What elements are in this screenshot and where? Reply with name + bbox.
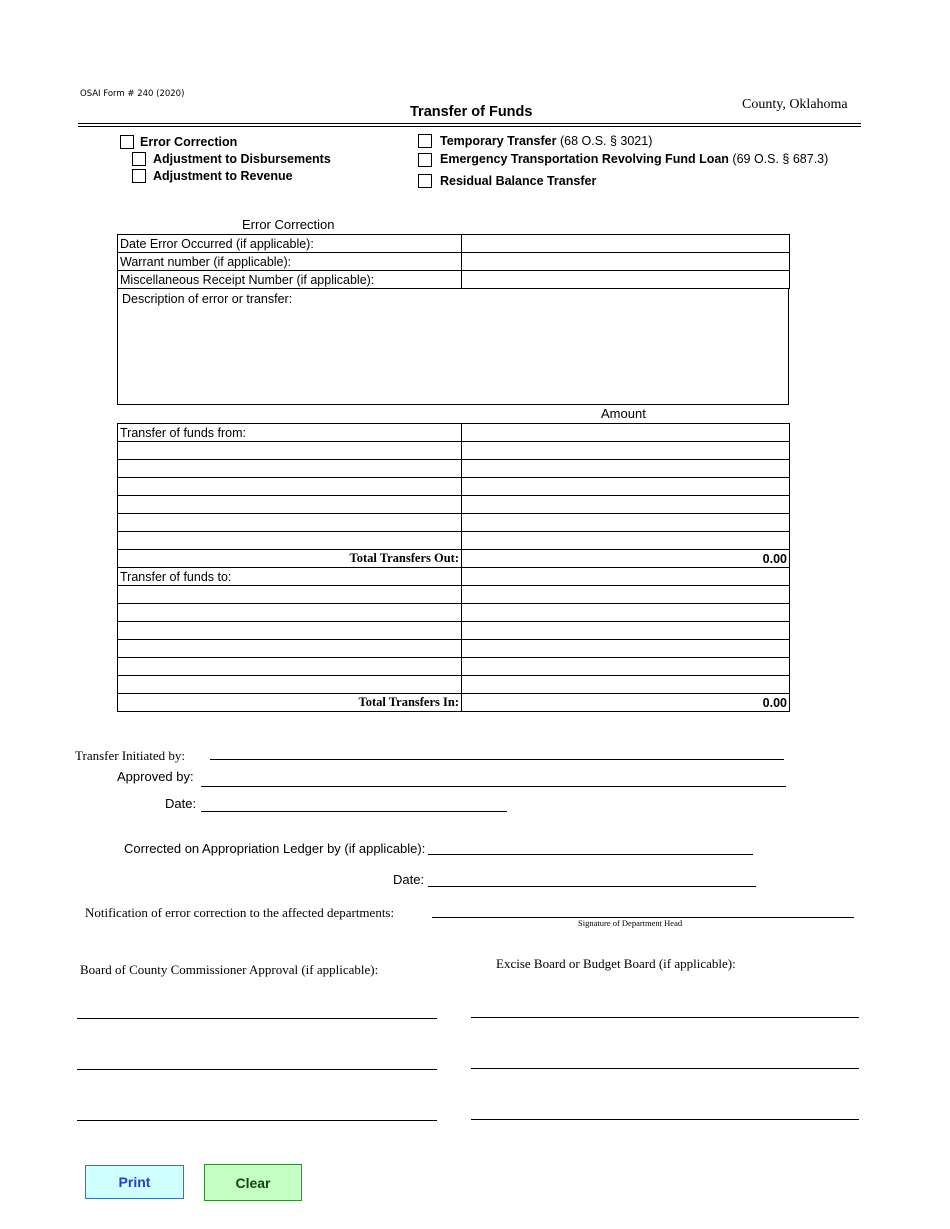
table-row (118, 640, 790, 658)
fund-to-cell[interactable] (118, 622, 462, 640)
amount-cell[interactable] (462, 478, 790, 496)
temporary-transfer-checkbox[interactable] (418, 134, 432, 148)
table-row (118, 496, 790, 514)
amount-cell[interactable] (462, 424, 790, 442)
amount-cell[interactable] (462, 676, 790, 694)
table-row (118, 460, 790, 478)
description-label: Description of error or transfer: (122, 292, 293, 306)
amount-cell[interactable] (462, 514, 790, 532)
header-rule-top (78, 123, 861, 124)
fund-to-cell[interactable] (118, 658, 462, 676)
header-rule-bottom (78, 126, 861, 127)
board-signature-line-2[interactable] (77, 1069, 437, 1070)
transfer-from-label: Transfer of funds from: (118, 424, 462, 442)
fund-from-cell[interactable] (118, 514, 462, 532)
fund-to-cell[interactable] (118, 586, 462, 604)
fund-from-cell[interactable] (118, 532, 462, 550)
total-in-label: Total Transfers In: (118, 694, 462, 712)
date-field[interactable] (201, 811, 507, 812)
total-in-value: 0.00 (462, 694, 790, 712)
total-out-label: Total Transfers Out: (118, 550, 462, 568)
error-correction-table (117, 234, 790, 289)
transfer-to-label: Transfer of funds to: (118, 568, 462, 586)
amount-cell[interactable] (462, 604, 790, 622)
adjustment-disbursements-checkbox[interactable] (132, 152, 146, 166)
table-row (118, 253, 790, 271)
date-error-label: Date Error Occurred (if applicable): (118, 235, 462, 253)
warrant-number-label: Warrant number (if applicable): (118, 253, 462, 271)
receipt-number-field[interactable] (462, 271, 790, 289)
error-correction-label: Error Correction (140, 135, 238, 149)
board-signature-line-1[interactable] (77, 1018, 437, 1019)
page-title: Transfer of Funds (410, 104, 533, 120)
description-field[interactable] (117, 288, 789, 405)
notification-label: Notification of error correction to the affected departments: (85, 905, 395, 920)
date2-field[interactable] (428, 886, 756, 887)
signature-caption: Signature of Department Head (578, 918, 683, 928)
date-error-field[interactable] (462, 235, 790, 253)
table-row (118, 514, 790, 532)
approved-by-field[interactable] (201, 786, 786, 787)
amount-cell[interactable] (462, 442, 790, 460)
table-row (118, 235, 790, 253)
corrected-by-label: Corrected on Appropriation Ledger by (if applicable): (124, 841, 426, 856)
amount-cell[interactable] (462, 658, 790, 676)
board-signature-line-3[interactable] (77, 1120, 437, 1121)
table-row (118, 568, 790, 586)
amount-cell[interactable] (462, 586, 790, 604)
emergency-loan-label: Emergency Transportation Revolving Fund Loan (69 O.S. § 687.3) (440, 152, 829, 166)
print-button[interactable]: Print (85, 1165, 184, 1199)
adjustment-revenue-label: Adjustment to Revenue (153, 169, 293, 183)
table-row (118, 442, 790, 460)
date-label: Date: (165, 796, 197, 811)
fund-from-cell[interactable] (118, 478, 462, 496)
table-row (118, 658, 790, 676)
table-row (118, 586, 790, 604)
form-number: OSAI Form # 240 (2020) (80, 89, 185, 99)
emergency-loan-checkbox[interactable] (418, 153, 432, 167)
transfers-table (117, 423, 790, 712)
clear-button[interactable]: Clear (204, 1164, 302, 1201)
residual-balance-checkbox[interactable] (418, 174, 432, 188)
excise-board-label: Excise Board or Budget Board (if applicable): (496, 956, 736, 971)
fund-to-cell[interactable] (118, 604, 462, 622)
amount-cell[interactable] (462, 622, 790, 640)
county-label: County, Oklahoma (742, 97, 848, 112)
table-row (118, 676, 790, 694)
excise-signature-line-2[interactable] (471, 1068, 859, 1069)
amount-cell[interactable] (462, 532, 790, 550)
residual-balance-label: Residual Balance Transfer (440, 174, 597, 188)
receipt-number-label: Miscellaneous Receipt Number (if applicable): (118, 271, 462, 289)
excise-signature-line-1[interactable] (471, 1017, 859, 1018)
table-row (118, 550, 790, 568)
amount-heading: Amount (601, 406, 646, 421)
initiated-by-field[interactable] (210, 759, 784, 760)
fund-from-cell[interactable] (118, 442, 462, 460)
fund-from-cell[interactable] (118, 460, 462, 478)
approved-by-label: Approved by: (117, 769, 194, 784)
amount-cell[interactable] (462, 568, 790, 586)
table-row (118, 424, 790, 442)
table-row (118, 604, 790, 622)
fund-to-cell[interactable] (118, 640, 462, 658)
adjustment-revenue-checkbox[interactable] (132, 169, 146, 183)
adjustment-disbursements-label: Adjustment to Disbursements (153, 152, 331, 166)
board-approval-label: Board of County Commissioner Approval (if applicable): (80, 962, 379, 977)
table-row (118, 694, 790, 712)
table-row (118, 532, 790, 550)
amount-cell[interactable] (462, 460, 790, 478)
total-out-value: 0.00 (462, 550, 790, 568)
temporary-transfer-label: Temporary Transfer (68 O.S. § 3021) (440, 134, 653, 148)
error-correction-checkbox[interactable] (120, 135, 134, 149)
excise-signature-line-3[interactable] (471, 1119, 859, 1120)
table-row (118, 271, 790, 289)
table-row (118, 478, 790, 496)
warrant-number-field[interactable] (462, 253, 790, 271)
date2-label: Date: (393, 872, 425, 887)
error-correction-heading: Error Correction (242, 217, 335, 232)
table-row (118, 622, 790, 640)
fund-from-cell[interactable] (118, 496, 462, 514)
fund-to-cell[interactable] (118, 676, 462, 694)
amount-cell[interactable] (462, 496, 790, 514)
initiated-by-label: Transfer Initiated by: (75, 748, 185, 763)
amount-cell[interactable] (462, 640, 790, 658)
corrected-by-field[interactable] (428, 854, 753, 855)
